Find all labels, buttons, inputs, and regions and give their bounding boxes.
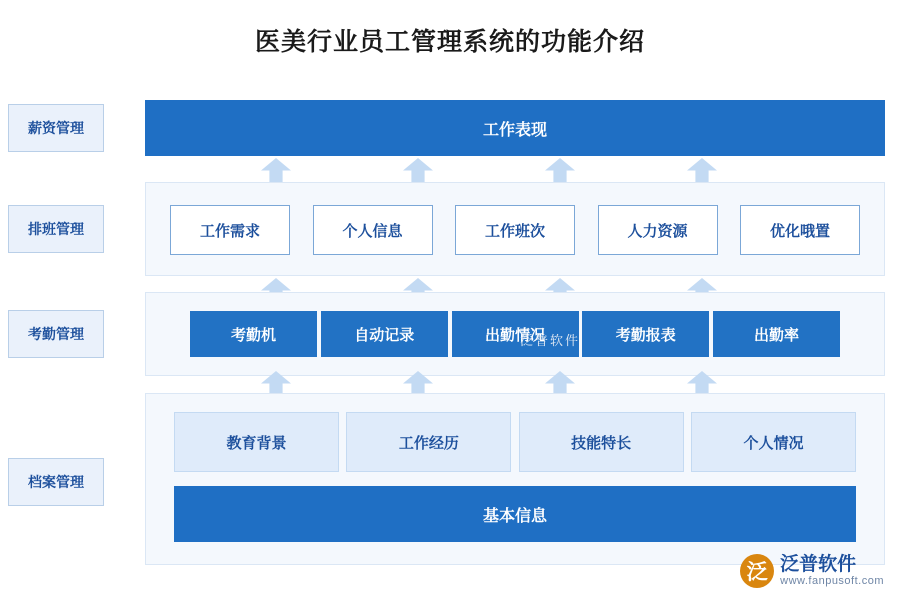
row-scheduling-items bbox=[170, 206, 860, 254]
band-scheduling bbox=[145, 182, 885, 276]
node-personal-situation[interactable]: 个人情况 bbox=[691, 412, 856, 472]
node-work-shift[interactable]: 工作班次 bbox=[455, 205, 575, 255]
sidebar-item-attendance-management[interactable]: 考勤管理 bbox=[8, 310, 104, 358]
node-work-demand[interactable]: 工作需求 bbox=[170, 205, 290, 255]
arrow-up-icon bbox=[403, 158, 433, 184]
arrow-up-icon bbox=[261, 158, 291, 184]
node-attendance-status[interactable]: 出勤情况 bbox=[452, 311, 579, 357]
node-basic-info-label: 基本信息 bbox=[482, 507, 547, 525]
node-attendance-rate[interactable]: 出勤率 bbox=[713, 311, 840, 357]
logo-mark-icon: 泛 bbox=[740, 554, 774, 588]
node-personal-info[interactable]: 个人信息 bbox=[313, 205, 433, 255]
node-basic-info[interactable] bbox=[174, 486, 856, 542]
logo-name: 泛普软件 bbox=[780, 553, 857, 575]
sidebar-item-archive-management[interactable]: 档案管理 bbox=[8, 458, 104, 506]
band-work-performance-label: 工作表现 bbox=[482, 121, 547, 139]
logo-url: www.fanpusoft.com bbox=[780, 575, 884, 588]
watermark-text: 泛普软件 bbox=[520, 333, 581, 348]
band-archive bbox=[145, 393, 885, 565]
node-work-experience[interactable]: 工作经历 bbox=[346, 412, 511, 472]
brand-logo bbox=[740, 554, 884, 588]
node-attendance-report[interactable]: 考勤报表 bbox=[582, 311, 709, 357]
node-optimization[interactable]: 优化哦置 bbox=[740, 205, 860, 255]
band-work-performance bbox=[145, 100, 885, 156]
band-attendance bbox=[145, 292, 885, 376]
arrow-up-icon bbox=[687, 158, 717, 184]
arrow-up-icon bbox=[545, 158, 575, 184]
node-education-background[interactable]: 教育背景 bbox=[174, 412, 339, 472]
row-attendance-items bbox=[190, 311, 840, 357]
sidebar-item-salary-management[interactable]: 薪资管理 bbox=[8, 104, 104, 152]
row-archive-items bbox=[174, 413, 856, 471]
node-human-resources[interactable]: 人力资源 bbox=[598, 205, 718, 255]
node-auto-record[interactable]: 自动记录 bbox=[321, 311, 448, 357]
sidebar-item-shift-management[interactable]: 排班管理 bbox=[8, 205, 104, 253]
page-title: 医美行业员工管理系统的功能介绍 bbox=[254, 28, 645, 56]
node-attendance-machine[interactable]: 考勤机 bbox=[190, 311, 317, 357]
node-skill-specialty[interactable]: 技能特长 bbox=[519, 412, 684, 472]
